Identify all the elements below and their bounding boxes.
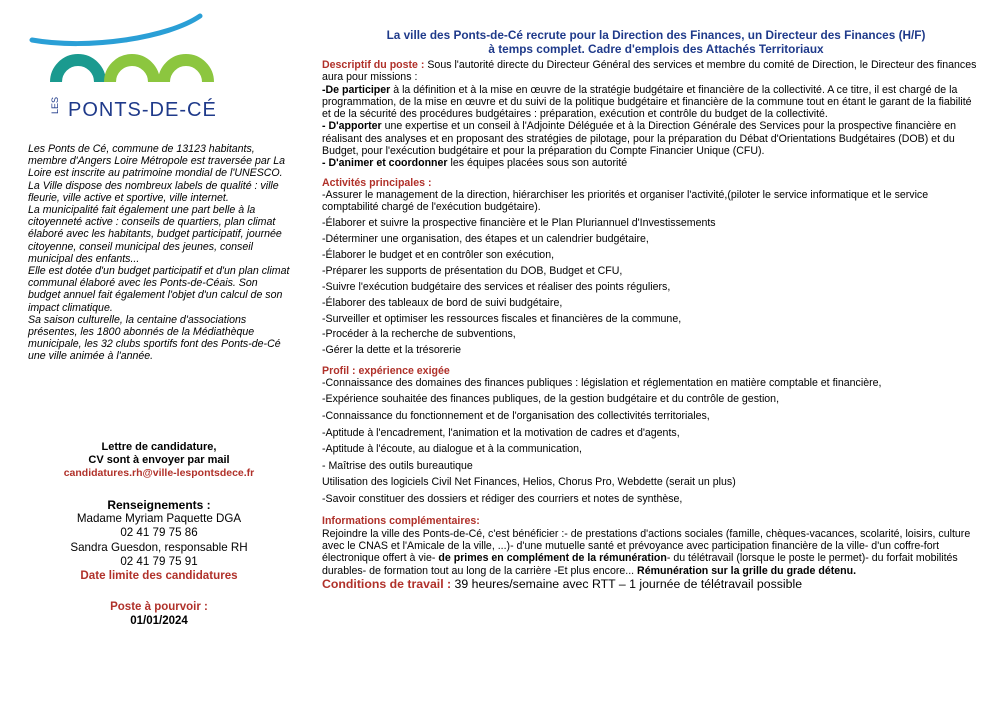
profile-item: -Aptitude à l'écoute, au dialogue et à la communication,: [322, 443, 582, 456]
application-instructions: [28, 441, 290, 480]
contact-phone: 02 41 79 75 86: [120, 526, 198, 540]
renseignements-block: [28, 498, 290, 583]
mission-lead: - D'apporter: [322, 120, 382, 133]
complementaires-text: [322, 528, 982, 577]
job-offer-column: [322, 28, 982, 590]
complementaires-label: Informations complémentaires:: [322, 515, 480, 528]
remuneration-text: Rémunération sur la grille du grade détenu.: [634, 564, 857, 577]
descriptif-text: Sous l'autorité directe du Directeur Général des services et membre du comité de Direction, le Directeur des finances aura pour missions :: [322, 59, 977, 84]
mission-text: les équipes placées sous son autorité: [447, 157, 628, 170]
conditions-label: Conditions de travail :: [322, 576, 452, 591]
contact-name: Sandra Guesdon, responsable RH: [70, 540, 248, 554]
poste-date: 01/01/2024: [130, 615, 188, 627]
activity-item: -Gérer la dette et la trésorerie: [322, 344, 461, 357]
intro-paragraph: Sa saison culturelle, la centaine d'associations présentes, les 1800 abonnés de la Médiathèque municipale, les 32 clubs sportifs font des Ponts-de-Cé une ville animée à l'année.: [28, 313, 281, 363]
contact-name: Madame Myriam Paquette DGA: [76, 512, 242, 526]
svg-text:LES: LES: [50, 96, 60, 114]
contact-phone: 02 41 79 75 91: [120, 554, 198, 568]
benefits-text: - du télétravail (lorsque le poste le permet)- du forfait mobilités durables- de formation tout au long de la carrière -Et plus encore...: [322, 552, 958, 577]
profile-item: -Connaissance des domaines des finances publiques : législation et réglementation en matière comptable et financière,: [322, 376, 882, 389]
application-line: CV sont à envoyer par mail: [88, 454, 230, 466]
profile-item: - Maîtrise des outils bureautique: [322, 459, 473, 472]
conditions-text: 39 heures/semaine avec RTT – 1 journée de télétravail possible: [451, 576, 803, 591]
intro-paragraph: Elle est dotée d'un budget participatif et d'un plan climat communal élaboré avec les Ponts-de-Céais. Son budget annuel fait également l'objet d'un calcul de son impact climatique.: [28, 265, 290, 314]
profile-item: -Expérience souhaitée des finances publiques, de la gestion budgétaire et du contrôle de gestion,: [322, 393, 780, 406]
descriptif-intro: [322, 59, 982, 84]
profile-item: -Savoir constituer des dossiers et rédiger des courriers et notes de synthèse,: [322, 493, 683, 506]
intro-paragraph: La municipalité fait également une part belle à la citoyenneté active : conseils de quartiers, plan climat élaboré avec les habitants, budget participatif, journée citoyenne, conseil municipal des jeunes, conseil municipal des enfants...: [28, 204, 282, 265]
activity-item: -Surveiller et optimiser les ressources fiscales et financières de la commune,: [322, 312, 682, 325]
activity-item: -Procéder à la recherche de subventions,: [322, 328, 516, 341]
activity-item: -Déterminer une organisation, des étapes et un calendrier budgétaire,: [322, 233, 649, 246]
profil-section: [322, 365, 982, 506]
intro-paragraph: Les Ponts de Cé, commune de 13123 habitants, membre d'Angers Loire Métropole est traversée par La Loire est inscrite au patrimoine mondial de l'UNESCO.: [28, 143, 285, 180]
left-column: [28, 0, 290, 707]
activity-item: -Élaborer et suivre la prospective financière et le Plan Pluriannuel d'Investissements: [322, 217, 716, 230]
complementaires-section: [322, 515, 982, 590]
logo-graphic: [28, 10, 290, 125]
application-line: Lettre de candidature,: [101, 441, 217, 453]
mission-item: [322, 157, 982, 169]
benefits-text: Rejoindre la ville des Ponts-de-Cé, c'est bénéficier :- de prestations d'actions sociales (famille, chèques-vacances, scolarité, loisirs, culture avec le CNAS et l'Amicale de la ville, ...)- d'une mutuelle santé et prévoyance avec participation financière de la ville- d'un coffre-fort électronique offert à vie-: [322, 527, 971, 565]
poste-label: Poste à pourvoir :: [110, 601, 208, 613]
mission-lead: -De participer: [322, 83, 391, 96]
activity-item: -Élaborer le budget et en contrôler son exécution,: [322, 248, 555, 261]
city-logo: [28, 10, 290, 125]
profil-label: Profil : expérience exigée: [322, 364, 450, 377]
mission-item: [322, 120, 982, 157]
activites-label: Activités principales :: [322, 176, 432, 189]
profile-item: Utilisation des logiciels Civil Net Finances, Helios, Chorus Pro, Webdette (serait un plus): [322, 476, 736, 489]
profile-item: -Aptitude à l'encadrement, l'animation et la motivation de cadres et d'agents,: [322, 426, 680, 439]
job-title-line: La ville des Ponts-de-Cé recrute pour la Direction des Finances, un Directeur des Finances (H/F): [386, 28, 926, 42]
deadline-label: Date limite des candidatures: [80, 569, 238, 583]
mission-item: [322, 84, 982, 121]
benefits-bold: de primes en complément de la rémunération: [435, 552, 667, 565]
intro-paragraph: La Ville dispose des nombreux labels de qualité : ville fleurie, ville active et sportive, ville internet.: [28, 179, 279, 204]
job-title-line: à temps complet. Cadre d'emplois des Attachés Territoriaux: [488, 42, 824, 56]
poste-block: [28, 600, 290, 628]
activity-item: -Élaborer des tableaux de bord de suivi budgétaire,: [322, 296, 563, 309]
activites-section: [322, 177, 982, 357]
svg-text:PONTS-DE-CÉ: PONTS-DE-CÉ: [68, 99, 217, 121]
mission-lead: - D'animer et coordonner: [322, 157, 448, 170]
mission-text: une expertise et un conseil à l'Adjointe Déléguée et à la Direction Générale des Services pour la prospective financière en réalisant des analyses et en proposant des stratégies de pilotage, pour la préparation du Débat d'Orientations Budgétaires (DOB) et du Budget, pour l'exécution budgétaire et pour la préparation du Compte Financier Unique (CFU).: [322, 120, 957, 158]
job-title: [330, 28, 982, 56]
profile-item: -Connaissance du fonctionnement et de l'organisation des collectivités territoriales,: [322, 410, 710, 423]
descriptif-label: Descriptif du poste :: [322, 59, 425, 71]
activity-item: -Suivre l'exécution budgétaire des services et réaliser des points réguliers,: [322, 280, 671, 293]
activity-item: -Préparer les supports de présentation du DOB, Budget et CFU,: [322, 264, 623, 277]
descriptif-section: [322, 59, 982, 170]
conditions-line: [322, 578, 982, 590]
activity-item: -Assurer le management de la direction, hiérarchiser les priorités et organiser l'activité,(piloter le service informatique et le service comptabilité chargé de l'exécution budgétaire).: [322, 188, 929, 214]
renseignements-heading: Renseignements :: [107, 498, 211, 512]
mission-text: à la définition et à la mise en œuvre de la stratégie budgétaire et financière de la collectivité. A ce titre, il est chargé de la programmation, de la mise en œuvre et du suivi de la politique budgétaire et financière de la commune tout en étant le garant de la fiabilité et de la sécurité des procédures budgétaires : préparation, exécution et contrôle du budget de la collectivité.: [322, 83, 972, 121]
application-email[interactable]: candidatures.rh@ville-lespontsdece.fr: [63, 467, 255, 479]
city-introduction: [28, 143, 290, 363]
